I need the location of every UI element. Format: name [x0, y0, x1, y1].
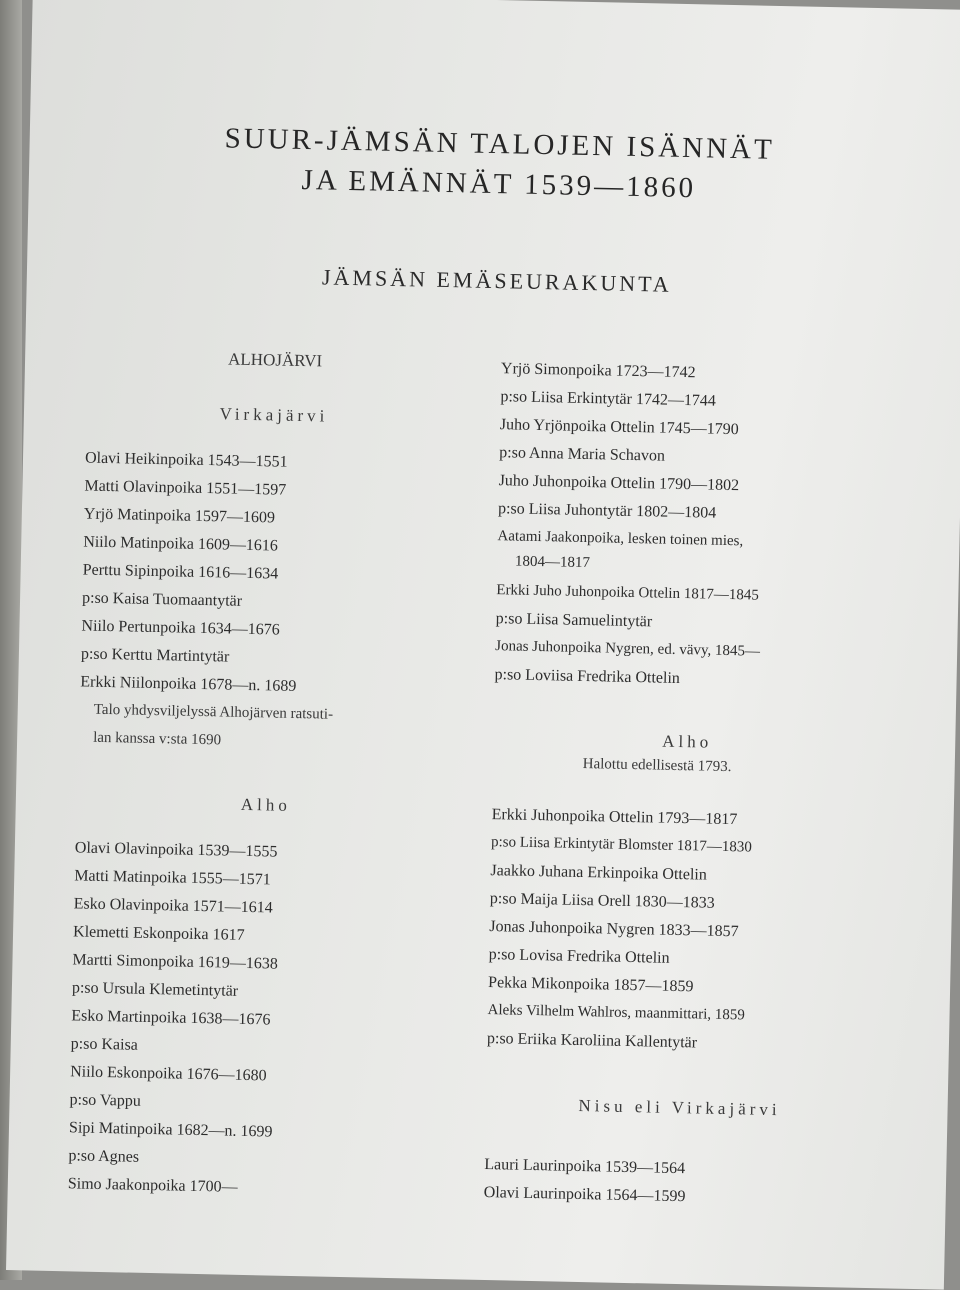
list-item: Simo Jaakonpoika 1700—: [67, 1175, 238, 1196]
list-item: Yrjö Matinpoika 1597—1609: [83, 505, 276, 527]
page-title-line-2: JA EMÄNNÄT 1539—1860: [301, 163, 697, 205]
page-title-line-1: SUUR-JÄMSÄN TALOJEN ISÄNNÄT: [224, 122, 776, 166]
list-item: p:so Liisa Erkintytär 1742—1744: [500, 388, 717, 410]
list-item: Erkki Juho Juhonpoika Ottelin 1817—1845: [496, 582, 759, 604]
book-page: [6, 0, 960, 1290]
region-heading: ALHOJÄRVI: [227, 349, 323, 371]
list-item: p:so Kerttu Martintytär: [80, 645, 230, 666]
list-item: Sipi Matinpoika 1682—n. 1699: [68, 1119, 273, 1141]
list-item: Jonas Juhonpoika Nygren 1833—1857: [489, 918, 739, 941]
section-heading: JÄMSÄN EMÄSEURAKUNTA: [321, 264, 672, 297]
list-item: p:so Eriika Karoliina Kallentytär: [486, 1030, 698, 1052]
list-item: Klemetti Eskonpoika 1617: [72, 923, 245, 944]
list-item: p:so Liisa Samuelintytär: [495, 610, 653, 631]
farm-heading-alho-2: Alho: [662, 731, 713, 752]
list-item: Esko Olavinpoika 1571—1614: [73, 895, 273, 917]
list-item: Pekka Mikonpoika 1857—1859: [487, 974, 694, 996]
list-item: p:so Kaisa Tuomaantytär: [81, 589, 243, 610]
list-item: Jaakko Juhana Erkinpoika Ottelin: [490, 862, 708, 884]
list-item: Esko Martinpoika 1638—1676: [71, 1007, 271, 1029]
list-item: p:so Lovisa Fredrika Ottelin: [488, 946, 670, 967]
list-item: Lauri Laurinpoika 1539—1564: [484, 1156, 686, 1178]
list-item: Juho Juhonpoika Ottelin 1790—1802: [498, 472, 740, 495]
note-line: lan kanssa v:sta 1690: [93, 729, 222, 749]
list-item: Yrjö Simonpoika 1723—1742: [500, 360, 696, 382]
list-item: Martti Simonpoika 1619—1638: [72, 951, 278, 973]
farm-heading-alho: Alho: [240, 794, 292, 815]
list-item: Erkki Niilonpoika 1678—n. 1689: [80, 673, 297, 695]
list-item: Aleks Vilhelm Wahlros, maanmittari, 1859: [487, 1002, 745, 1024]
list-item: Aatami Jaakonpoika, lesken toinen mies,: [497, 528, 744, 550]
list-item: p:so Anna Maria Schavon: [499, 444, 666, 465]
list-item: p:so Liisa Juhontytär 1802—1804: [497, 500, 717, 522]
farm-heading-nisu: Nisu eli Virkajärvi: [578, 1095, 781, 1120]
farm-heading-virkajarvi: Virkajärvi: [219, 404, 329, 426]
list-item: Jonas Juhonpoika Nygren, ed. vävy, 1845—: [495, 638, 761, 660]
list-item: Perttu Sipinpoika 1616—1634: [82, 561, 279, 583]
list-item: Matti Olavinpoika 1551—1597: [84, 477, 287, 499]
list-item: p:so Agnes: [68, 1147, 140, 1166]
list-item: p:so Kaisa: [70, 1035, 139, 1054]
list-item: p:so Vappu: [69, 1091, 142, 1110]
list-item: p:so Maija Liisa Orell 1830—1833: [489, 890, 715, 912]
note-line: Talo yhdysviljelyssä Alhojärven ratsuti-: [93, 701, 334, 723]
farm-subtitle: Halottu edellisestä 1793.: [582, 755, 732, 776]
list-item: Niilo Pertunpoika 1634—1676: [81, 617, 280, 639]
list-item: Juho Yrjönpoika Ottelin 1745—1790: [499, 416, 739, 439]
list-item: p:so Loviisa Fredrika Ottelin: [494, 666, 681, 687]
list-item: p:so Ursula Klemetintytär: [71, 979, 239, 1000]
list-item: Olavi Olavinpoika 1539—1555: [74, 839, 278, 861]
list-item: Erkki Juhonpoika Ottelin 1793—1817: [491, 806, 738, 829]
list-item: Niilo Eskonpoika 1676—1680: [70, 1063, 267, 1085]
list-item: 1804—1817: [514, 553, 591, 572]
list-item: Olavi Laurinpoika 1564—1599: [483, 1183, 686, 1206]
list-item: Olavi Heikinpoika 1543—1551: [84, 449, 288, 471]
list-item: p:so Liisa Erkintytär Blomster 1817—1830: [490, 834, 753, 856]
list-item: Niilo Matinpoika 1609—1616: [83, 533, 279, 555]
list-item: Matti Matinpoika 1555—1571: [74, 867, 271, 889]
